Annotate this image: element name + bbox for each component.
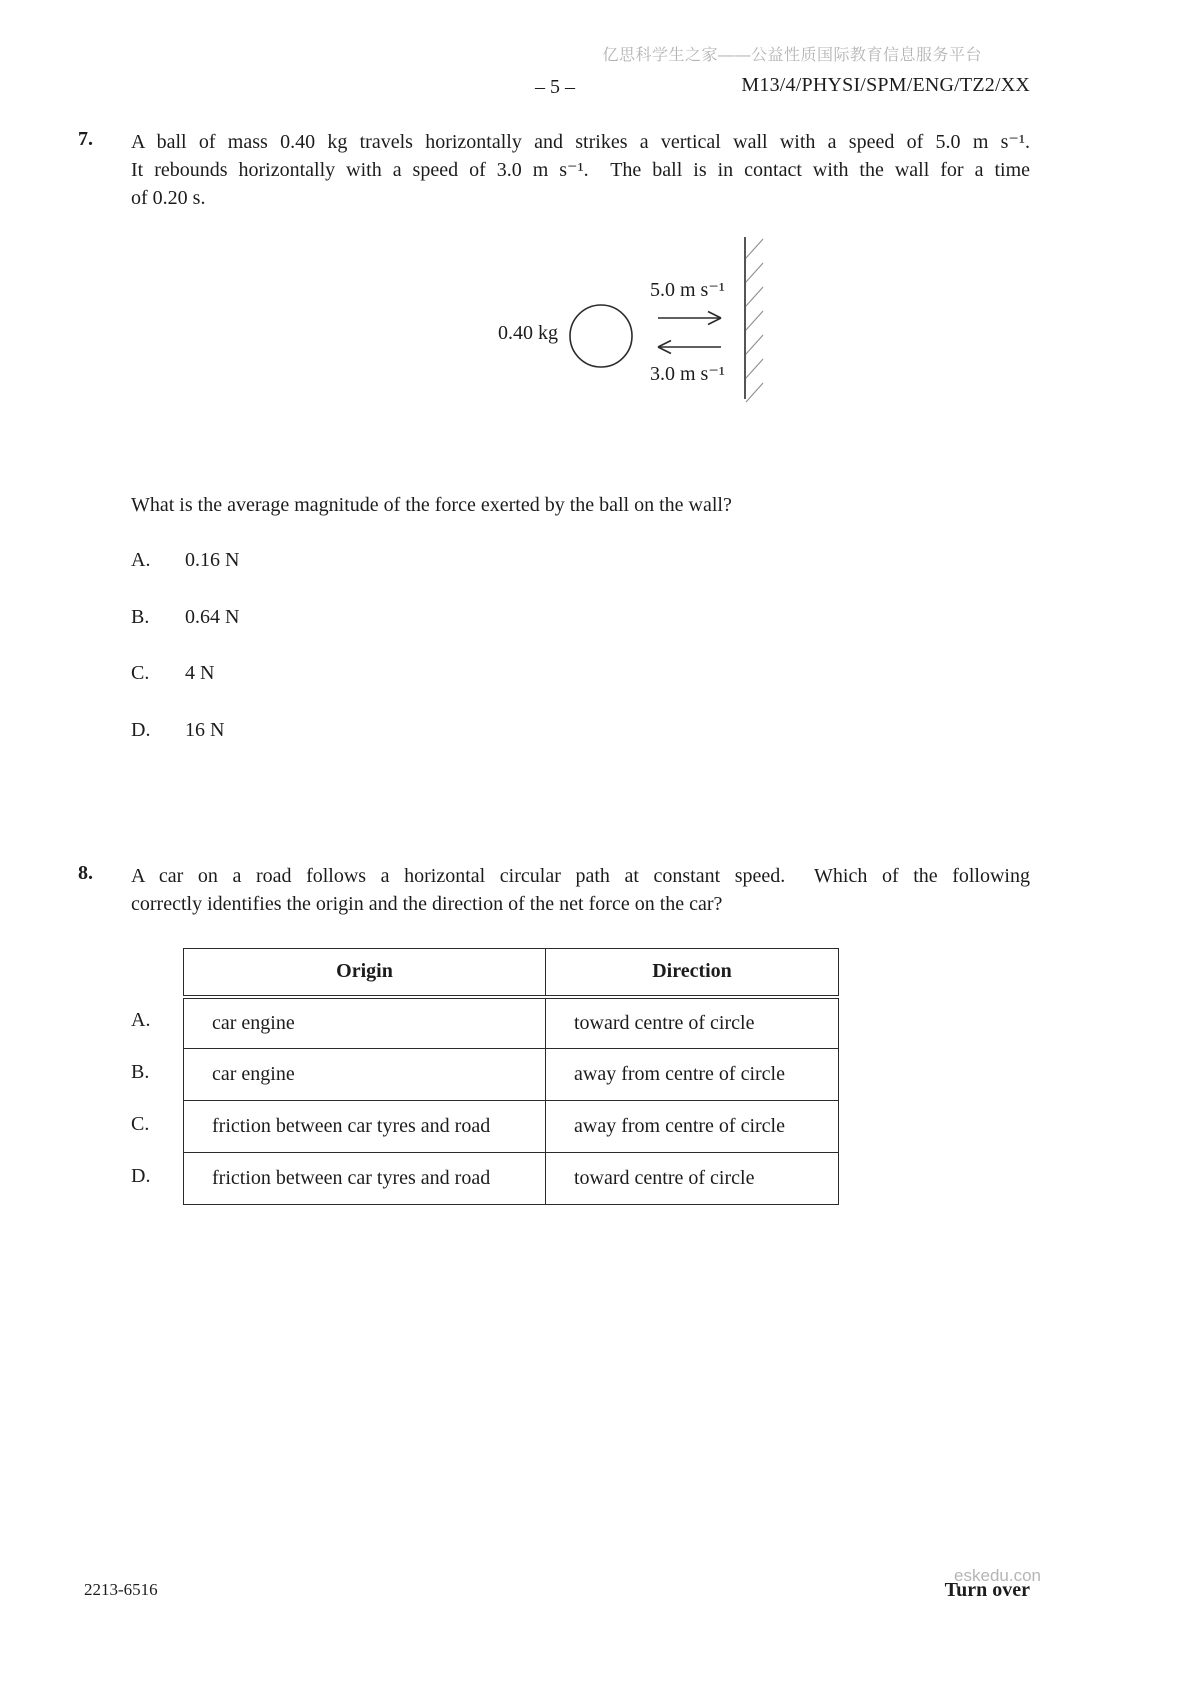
ball-wall-diagram (420, 228, 790, 414)
direction-cell: toward centre of circle (546, 1153, 839, 1205)
option-row-d (131, 719, 224, 742)
question7-line2: It rebounds horizontally with a speed of 3.0 m s⁻¹. The ball is in contact with the wall for a time (131, 159, 1030, 181)
origin-cell: friction between car tyres and road (184, 1101, 546, 1153)
option-letter: B. (131, 606, 150, 628)
option-text: 16 N (185, 719, 225, 741)
option-letter: C. (131, 662, 150, 684)
option-text: 4 N (185, 662, 215, 684)
option-row-a (131, 549, 239, 572)
diagram-shapes (420, 228, 790, 414)
table-row (184, 1101, 839, 1153)
column-header-direction: Direction (546, 949, 839, 997)
option-text: 0.64 N (185, 606, 240, 628)
paper-code: M13/4/PHYSI/SPM/ENG/TZ2/XX (741, 74, 1030, 96)
table-header-row (184, 949, 839, 997)
question8-text (131, 862, 1030, 918)
option-letter: A. (131, 549, 151, 571)
header-watermark: 亿思科学生之家——公益性质国际教育信息服务平台 (602, 47, 982, 64)
option-letter: D. (131, 719, 151, 741)
question7-number: 7. (78, 128, 93, 150)
table-row-letter-c: C. (131, 1113, 150, 1135)
rebound-speed-label: 3.0 m s⁻¹ (650, 363, 725, 385)
ball-circle (570, 305, 632, 367)
origin-cell: car engine (184, 1049, 546, 1101)
origin-cell: car engine (184, 997, 546, 1049)
origin-direction-table (183, 948, 839, 1205)
table-row (184, 997, 839, 1049)
wall-hatching (746, 239, 763, 402)
approach-arrow-icon (658, 312, 721, 325)
direction-cell: away from centre of circle (546, 1049, 839, 1101)
direction-cell: toward centre of circle (546, 997, 839, 1049)
table-row (184, 1049, 839, 1101)
question7-line1: A ball of mass 0.40 kg travels horizontally and strikes a vertical wall with a speed of 5.0 m s⁻¹. (131, 131, 1030, 153)
question8-number: 8. (78, 862, 93, 884)
question7-text (131, 128, 1030, 212)
table-row-letter-a: A. (131, 1009, 151, 1031)
table-row (184, 1153, 839, 1205)
option-text: 0.16 N (185, 549, 240, 571)
table-row-letter-d: D. (131, 1165, 151, 1187)
question7-line3: of 0.20 s. (131, 187, 206, 209)
column-header-origin: Origin (184, 949, 546, 997)
question8-line2: correctly identifies the origin and the direction of the net force on the car? (131, 893, 723, 915)
mass-label: 0.40 kg (498, 322, 558, 344)
question8-line1: A car on a road follows a horizontal circular path at constant speed. Which of the following (131, 865, 1030, 887)
approach-speed-label: 5.0 m s⁻¹ (650, 279, 725, 301)
option-row-b (131, 606, 239, 629)
question7-stem: What is the average magnitude of the force exerted by the ball on the wall? (131, 494, 732, 516)
option-row-c (131, 662, 214, 685)
page-number: – 5 – (535, 76, 575, 98)
table-row-letter-b: B. (131, 1061, 150, 1083)
turn-over-label: Turn over (944, 1579, 1030, 1601)
origin-cell: friction between car tyres and road (184, 1153, 546, 1205)
footer-watermark: eskedu.con (954, 1566, 1041, 1585)
rebound-arrow-icon (658, 341, 721, 354)
document-code: 2213-6516 (84, 1580, 158, 1599)
direction-cell: away from centre of circle (546, 1101, 839, 1153)
